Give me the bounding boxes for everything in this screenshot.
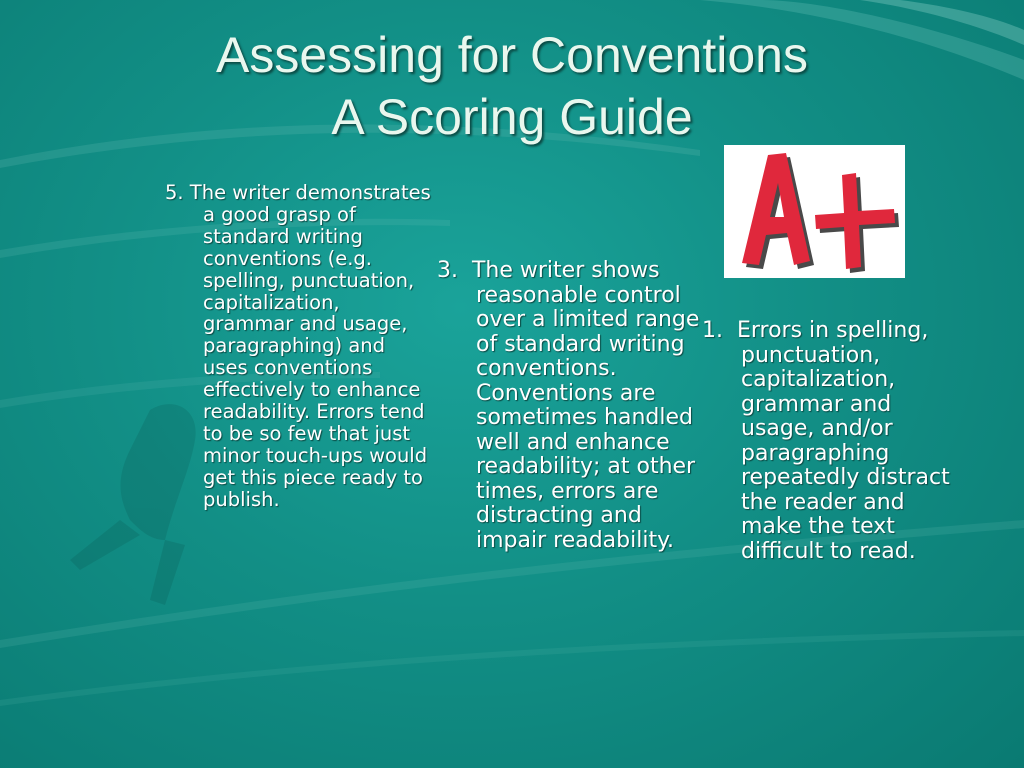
score-1-column [702, 319, 964, 564]
score-3-text: 3. The writer shows reasonable control over a limited range of standard writing conventions. Conventions are sometimes handled well and enhance readability; at other times, errors are distracting and impair readability. [437, 258, 700, 553]
a-plus-icon [724, 145, 905, 278]
title-line-2: A Scoring Guide [331, 89, 693, 145]
title-line-1: Assessing for Conventions [216, 27, 808, 83]
slide-title [0, 24, 1024, 148]
score-5-text: 5. The writer demonstrates a good grasp of standard writing conventions (e.g. spelling, punctuation, capitalization, grammar and usage, paragraphing) and uses conventions effectively to enhance readability. Errors tend to be so few that just minor touch-ups would get this piece ready to publish. [165, 181, 431, 511]
score-3-column [437, 259, 707, 553]
a-plus-grade-image [724, 145, 905, 278]
score-5-column [165, 182, 435, 511]
score-1-text: 1. Errors in spelling, punctuation, capitalization, grammar and usage, and/or paragraphing repeatedly distract the reader and make the text difficult to read. [702, 318, 950, 564]
